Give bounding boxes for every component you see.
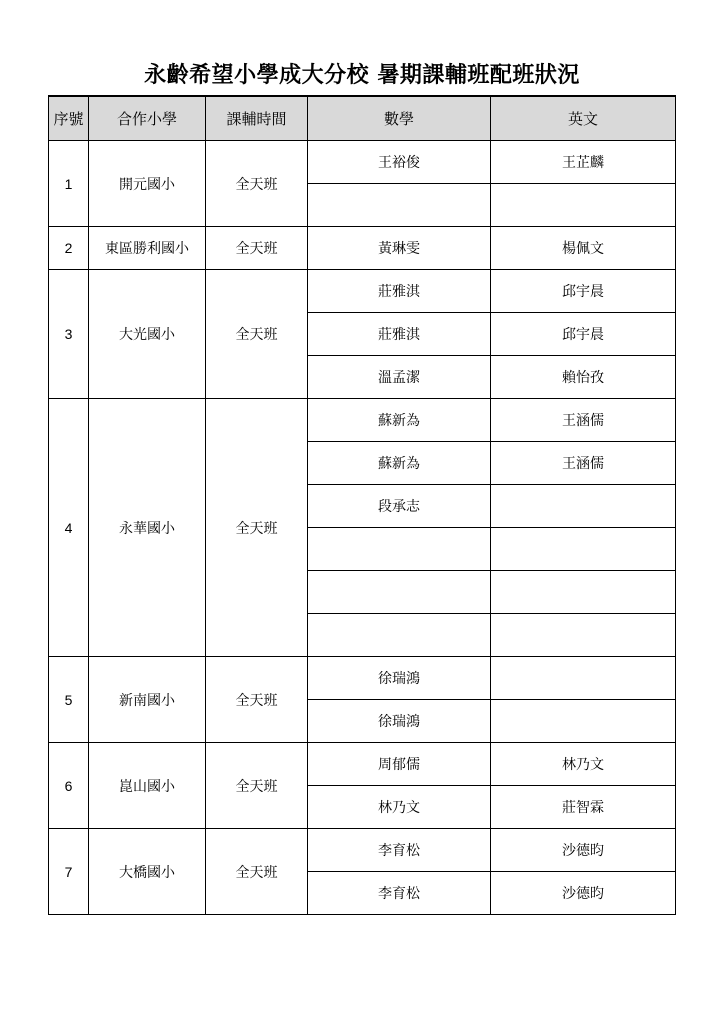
table-body	[49, 141, 676, 915]
english-tutor-cell: 楊佩文	[491, 227, 676, 270]
row-seq-cell: 4	[49, 399, 89, 657]
row-school-cell: 開元國小	[89, 141, 206, 227]
math-tutor-cell: 莊雅淇	[308, 313, 491, 356]
header-time: 課輔時間	[206, 96, 308, 141]
document-title: 永齡希望小學成大分校 暑期課輔班配班狀況	[144, 63, 580, 88]
english-tutor-cell: 王芷麟	[491, 141, 676, 184]
english-tutor-cell: 王涵儒	[491, 442, 676, 485]
row-time-cell: 全天班	[206, 829, 308, 915]
english-tutor-cell: 莊智霖	[491, 786, 676, 829]
english-tutor-cell	[491, 528, 676, 571]
math-tutor-cell: 蘇新為	[308, 442, 491, 485]
english-tutor-cell: 邱宇晨	[491, 313, 676, 356]
math-tutor-cell: 王裕俊	[308, 141, 491, 184]
math-tutor-cell	[308, 571, 491, 614]
class-assignment-table	[48, 95, 676, 915]
math-tutor-cell: 蘇新為	[308, 399, 491, 442]
math-tutor-cell: 李育松	[308, 829, 491, 872]
row-seq-cell: 2	[49, 227, 89, 270]
row-seq-cell: 5	[49, 657, 89, 743]
table-row	[49, 227, 676, 270]
math-tutor-cell	[308, 184, 491, 227]
table-row	[49, 829, 676, 872]
header-school: 合作小學	[89, 96, 206, 141]
math-tutor-cell	[308, 528, 491, 571]
header-math: 數學	[308, 96, 491, 141]
english-tutor-cell	[491, 485, 676, 528]
row-time-cell: 全天班	[206, 270, 308, 399]
header-row	[49, 96, 676, 141]
english-tutor-cell: 沙德昀	[491, 872, 676, 915]
table-row	[49, 141, 676, 184]
row-school-cell: 新南國小	[89, 657, 206, 743]
math-tutor-cell: 溫孟潔	[308, 356, 491, 399]
table-row	[49, 743, 676, 786]
row-seq-cell: 3	[49, 270, 89, 399]
english-tutor-cell	[491, 614, 676, 657]
row-school-cell: 東區勝利國小	[89, 227, 206, 270]
english-tutor-cell	[491, 571, 676, 614]
table-row	[49, 399, 676, 442]
english-tutor-cell: 沙德昀	[491, 829, 676, 872]
english-tutor-cell	[491, 657, 676, 700]
table-row	[49, 270, 676, 313]
row-seq-cell: 1	[49, 141, 89, 227]
row-time-cell: 全天班	[206, 657, 308, 743]
math-tutor-cell: 林乃文	[308, 786, 491, 829]
row-time-cell: 全天班	[206, 227, 308, 270]
math-tutor-cell: 黃琳雯	[308, 227, 491, 270]
row-time-cell: 全天班	[206, 399, 308, 657]
row-seq-cell: 7	[49, 829, 89, 915]
english-tutor-cell: 邱宇晨	[491, 270, 676, 313]
english-tutor-cell: 林乃文	[491, 743, 676, 786]
header-seq: 序號	[49, 96, 89, 141]
math-tutor-cell: 周郁儒	[308, 743, 491, 786]
math-tutor-cell: 李育松	[308, 872, 491, 915]
math-tutor-cell	[308, 614, 491, 657]
row-school-cell: 永華國小	[89, 399, 206, 657]
english-tutor-cell: 賴怡孜	[491, 356, 676, 399]
math-tutor-cell: 徐瑞鴻	[308, 657, 491, 700]
english-tutor-cell	[491, 184, 676, 227]
row-seq-cell: 6	[49, 743, 89, 829]
table-row	[49, 657, 676, 700]
math-tutor-cell: 徐瑞鴻	[308, 700, 491, 743]
english-tutor-cell	[491, 700, 676, 743]
row-school-cell: 大橋國小	[89, 829, 206, 915]
math-tutor-cell: 段承志	[308, 485, 491, 528]
english-tutor-cell: 王涵儒	[491, 399, 676, 442]
row-time-cell: 全天班	[206, 141, 308, 227]
row-time-cell: 全天班	[206, 743, 308, 829]
row-school-cell: 大光國小	[89, 270, 206, 399]
math-tutor-cell: 莊雅淇	[308, 270, 491, 313]
header-english: 英文	[491, 96, 676, 141]
row-school-cell: 崑山國小	[89, 743, 206, 829]
